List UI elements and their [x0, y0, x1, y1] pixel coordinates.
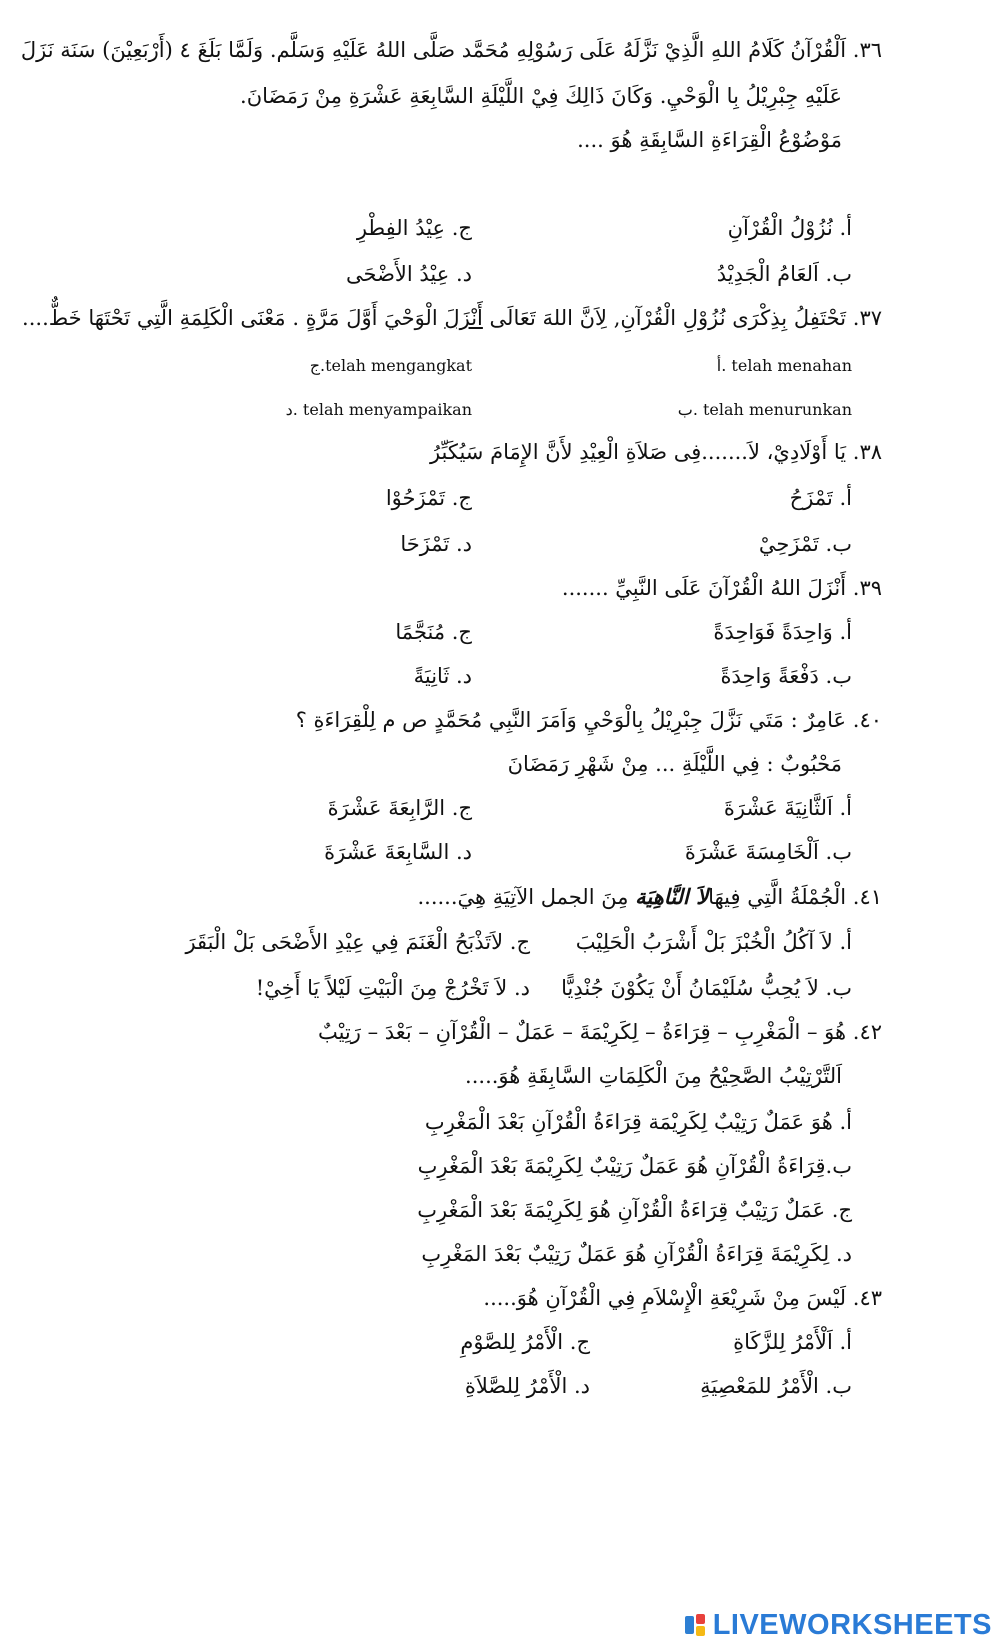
q43-option-d: د. الْأَمْرُ لِلصَّلاَةِ: [464, 1374, 590, 1398]
q40-option-d: د. السَّابِعَةَ عَشْرَةَ: [324, 840, 472, 864]
q39-option-a: أ. وَاحِدَةً فَوَاحِدَةً: [713, 620, 852, 644]
q37-option-a: telah menahan .أ: [716, 356, 852, 375]
q36-question: مَوْضُوْعُ الْقِرَاءَةِ السَّابِقَةِ هُوَ ....: [577, 128, 842, 152]
q37-option-b: telah menurunkan .ب: [677, 400, 852, 419]
q40-stem-line2: مَحْبُوبٌ : فِي اللَّيْلَةِ ... مِنْ شَهْرِ رَمَضَانَ: [507, 752, 842, 776]
q40-stem: ٤٠. عَامِرٌ : مَتَي نَزَّلَ جِبْرِيْلُ بِالْوَحْيِ وَاَمَرَ النَّبِي مُحَمَّدٍ ص م لِلْقِرَاءَةِ ؟: [295, 708, 882, 732]
liveworksheets-logo-icon: [685, 1614, 707, 1636]
q41-emphasis: لاَ النَّاهِيَة: [635, 884, 709, 909]
q37-option-d: telah menyampaikan .د: [285, 400, 472, 419]
q43-option-j: ج. الْأَمْرُ لِلصَّوْمِ: [460, 1330, 590, 1354]
q37-option-j: telah mengangkat.ج: [309, 356, 472, 375]
q37-stem-before: ٣٧. تَحْتَفِلُ بِذِكْرَى نُزُوْلِ الْقُرْآنِ, لِاَنَّ اللهَ تَعَالَى: [482, 306, 882, 330]
q41-option-b: ب. لاَ يُحِبُّ سُلَيْمَانُ أَنْ يَكُوْنَ جُنْدِيًّا: [561, 976, 852, 1000]
q39-option-j: ج. مُنَجَّمًا: [395, 620, 472, 644]
q36-option-b: ب. اَلعَامُ الْجَدِيْدُ: [716, 262, 852, 286]
q37-underlined-word: أَنْزَلَ: [444, 306, 483, 330]
q41-option-a: أ. لاَ آكُلُ الْخُبْزَ بَلْ أَشْرَبُ الْحَلِيْبَ: [575, 930, 852, 954]
q36-stem-line2: عَلَيْهِ جِبْرِيْلُ بِا الْوَحْيِ. وَكَانَ ذَالِكَ فِيْ اللَّيْلَةِ السَّابِعَةِ عَشْرَةِ مِنْ رَمَضَانَ.: [240, 84, 842, 108]
q38-option-b: ب. تَمْزَحِيْ: [758, 532, 852, 556]
q40-option-b: ب. اَلْخَامِسَةَ عَشْرَةَ: [684, 840, 852, 864]
q40-option-a: أ. اَلثَّانِيَةَ عَشْرَةَ: [723, 796, 852, 820]
liveworksheets-logo-text: LIVEWORKSHEETS: [712, 1608, 992, 1641]
q38-option-a: أ. تَمْزَحُ: [789, 486, 852, 510]
q41-option-d: د. لاَ تَخْرُجْ مِنَ الْبَيْتِ لَيْلاً يَا أَخِيْ!: [255, 976, 530, 1000]
q39-option-b: ب. دَفْعَةً وَاحِدَةً: [720, 664, 852, 688]
q43-option-b: ب. الْأَمْرُ للمَعْصِيَةِ: [700, 1374, 852, 1398]
q36-option-j: ج. عِيْدُ الفِطْرِ: [356, 216, 472, 240]
q38-option-j: ج. تَمْزَحُوْا: [385, 486, 472, 510]
q39-stem: ٣٩. أَنْزَلَ اللهُ الْقُرْآنَ عَلَى النَّبِيِّ .......: [561, 576, 882, 600]
q43-stem: ٤٣. لَيْسَ مِنْ شَرِيْعَةِ الْإِسْلاَمِ فِي الْقُرْآنِ هُوَ.....: [483, 1286, 882, 1310]
q36-option-a: أ. نُزُوْلُ الْقُرْآنِ: [727, 216, 852, 240]
q42-option-b: ب.قِرَاءَةُ الْقُرْآنِ هُوَ عَمَلٌ رَتِيْبٌ لِكَرِيْمَةَ بَعْدَ الْمَغْرِبِ: [417, 1154, 852, 1178]
q42-option-d: د. لِكَرِيْمَةَ قِرَاءَةُ الْقُرْآنِ هُوَ عَمَلٌ رَتِيْبٌ بَعْدَ المَغْرِبِ: [421, 1242, 852, 1266]
q36-option-d: د. عِيْدُ الأَضْحَى: [346, 262, 472, 286]
q41-stem-after: مِنَ الجمل الآتِيَةِ هِيَ......: [417, 885, 636, 909]
q42-question: اَلتَّرْتِيْبُ الصَّحِيْحُ مِنَ الْكَلِمَاتِ السَّابِقَةِ هُوَ.....: [465, 1064, 842, 1088]
q41-stem: [417, 884, 882, 909]
q40-option-j: ج. الرَّابِعَةَ عَشْرَةَ: [327, 796, 472, 820]
q36-stem-line1: ٣٦. اَلْقُرْآنُ كَلَامُ اللهِ الَّذِيْ نَزَّلَهُ عَلَى رَسُوْلِهِ مُحَمَّد صَلَّى اللهُ عَلَيْهِ وَسَلَّم. وَلَمَّا بَلَغَ ٤ (أَرْبَعِيْنَ) سَنَة نَزَلَ: [20, 38, 882, 62]
q42-option-a: أ. هُوَ عَمَلٌ رَتِيْبٌ لِكَرِيْمَة قِرَاءَةُ الْقُرْآنِ بَعْدَ الْمَغْرِبِ: [424, 1110, 852, 1134]
q42-option-j: ج. عَمَلٌ رَتِيْبٌ قِرَاءَةُ الْقُرْآنِ هُوَ لِكَرِيْمَةَ بَعْدَ الْمَغْرِبِ: [417, 1198, 852, 1222]
q37-stem: [22, 306, 882, 330]
q41-option-j: ج. لاَتَذْبَحُ الْغَنَمَ فِي عِيْدِ الأَضْحَى بَلْ الْبَقَرَ: [185, 930, 530, 954]
q43-option-a: أ. اَلْأَمْرُ لِلزَّكَاةِ: [733, 1330, 852, 1354]
liveworksheets-logo[interactable]: [685, 1608, 992, 1642]
q37-stem-after: الْوَحْيَ أَوَّلَ مَرَّةٍ . مَعْنَى الْكَلِمَةِ الَّتِي تَحْتَهَا خَطٌّ....: [22, 306, 445, 330]
q38-stem: ٣٨. يَا أَوْلَادِيْ، لاَ.......فِى صَلاَةِ الْعِيْدِ لأَنَّ الإِمَامَ سَيُكَبِّرُ: [429, 440, 882, 464]
q42-stem: ٤٢. هُوَ – الْمَغْرِبِ – قِرَاءَةُ – لِكَرِيْمَةَ – عَمَلٌ – الْقُرْآنِ – بَعْدَ – رَتِيْبٌ: [317, 1020, 882, 1044]
q41-stem-before: ٤١. الْجُمْلَةُ الَّتِي فِيهَا: [708, 885, 882, 909]
q39-option-d: د. ثَانِيَةً: [413, 664, 472, 688]
q38-option-d: د. تَمْزَحَا: [400, 532, 472, 556]
